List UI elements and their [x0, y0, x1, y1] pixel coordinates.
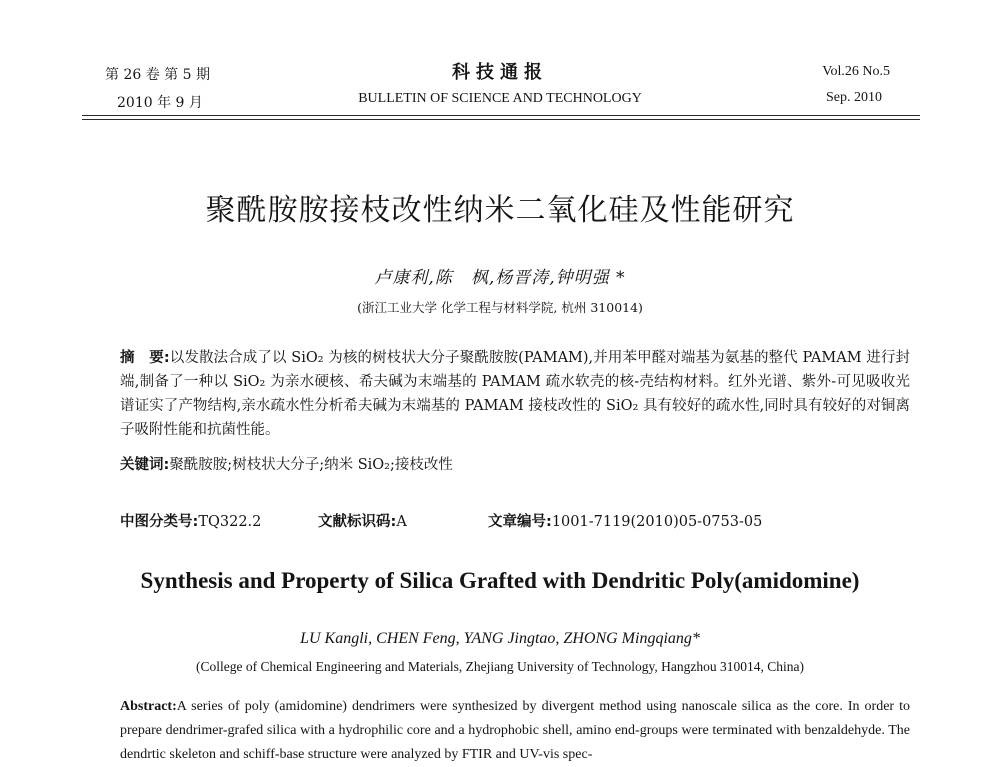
abstract-text-en: A series of poly (amidomine) dendrimers were synthesized by divergent method using nanoscale silica as the core. In order to prepare dendrimer-grafed silica with a hydrophilic core and a hydrophobic shell, amino end-groups were terminated with benzaldehyde. The dendrtic skeleton and schiff-base structure were analyzed by FTIR and UV-vis spec-: [120, 699, 910, 762]
document-code: [318, 510, 407, 531]
article-number-label: 文章编号:: [488, 514, 552, 530]
volume-issue-en: Vol.26 No.5: [822, 64, 890, 79]
volume-issue-cn: 第 26 卷 第 5 期: [105, 67, 210, 83]
header-rule-top: [82, 115, 920, 116]
issue-date-cn: 2010 年 9 月: [117, 95, 203, 111]
abstract-text-cn: 以发散法合成了以 SiO₂ 为核的树枝状大分子聚酰胺胺(PAMAM),并用苯甲醛对端基为氨基的整代 PAMAM 进行封端,制备了一种以 SiO₂ 为亲水硬核、希夫碱为末端基的 PAMAM 疏水软壳的核-壳结构材料。红外光谱、紫外-可见吸收光谱证实了产物结构,亲水疏水性分析希夫碱为末端基的 PAMAM 接枝改性的 SiO₂ 具有较好的疏水性,同时具有较好的对铜离子吸附性能和抗菌性能。: [120, 350, 910, 438]
abstract-en: [120, 695, 910, 767]
classification-number: [120, 510, 261, 531]
document-code-label: 文献标识码:: [318, 514, 397, 530]
abstract-cn: [120, 346, 910, 442]
affiliation-en: (College of Chemical Engineering and Materials, Zhejiang University of Technology, Hangzhou 310014, China): [196, 659, 804, 674]
keywords-label-cn: 关键词:: [120, 457, 170, 473]
issue-date-en: Sep. 2010: [826, 90, 882, 105]
abstract-label-en: Abstract:: [120, 699, 177, 714]
article-title-cn: 聚酰胺胺接枝改性纳米二氧化硅及性能研究: [205, 193, 795, 228]
article-number: [488, 510, 762, 531]
classification-label: 中图分类号:: [120, 514, 199, 530]
article-title-en: Synthesis and Property of Silica Grafted with Dendritic Poly(amidomine): [140, 568, 860, 593]
journal-title-cn: 科技通报: [452, 62, 548, 83]
affiliation-cn: (浙江工业大学 化学工程与材料学院, 杭州 310014): [357, 300, 643, 315]
abstract-label-cn: 摘 要:: [120, 350, 170, 366]
classification-value: TQ322.2: [198, 514, 262, 530]
keywords-cn: [120, 453, 910, 477]
article-number-value: 1001-7119(2010)05-0753-05: [551, 514, 763, 530]
authors-cn: 卢康利,陈 枫,杨晋涛,钟明强 *: [374, 268, 626, 288]
authors-en: LU Kangli, CHEN Feng, YANG Jingtao, ZHONG Mingqiang*: [300, 630, 700, 647]
journal-title-en: BULLETIN OF SCIENCE AND TECHNOLOGY: [358, 91, 642, 106]
header-rule-bottom: [82, 119, 920, 120]
keywords-text-cn: 聚酰胺胺;树枝状大分子;纳米 SiO₂;接枝改性: [169, 457, 453, 473]
document-code-value: A: [396, 514, 407, 530]
